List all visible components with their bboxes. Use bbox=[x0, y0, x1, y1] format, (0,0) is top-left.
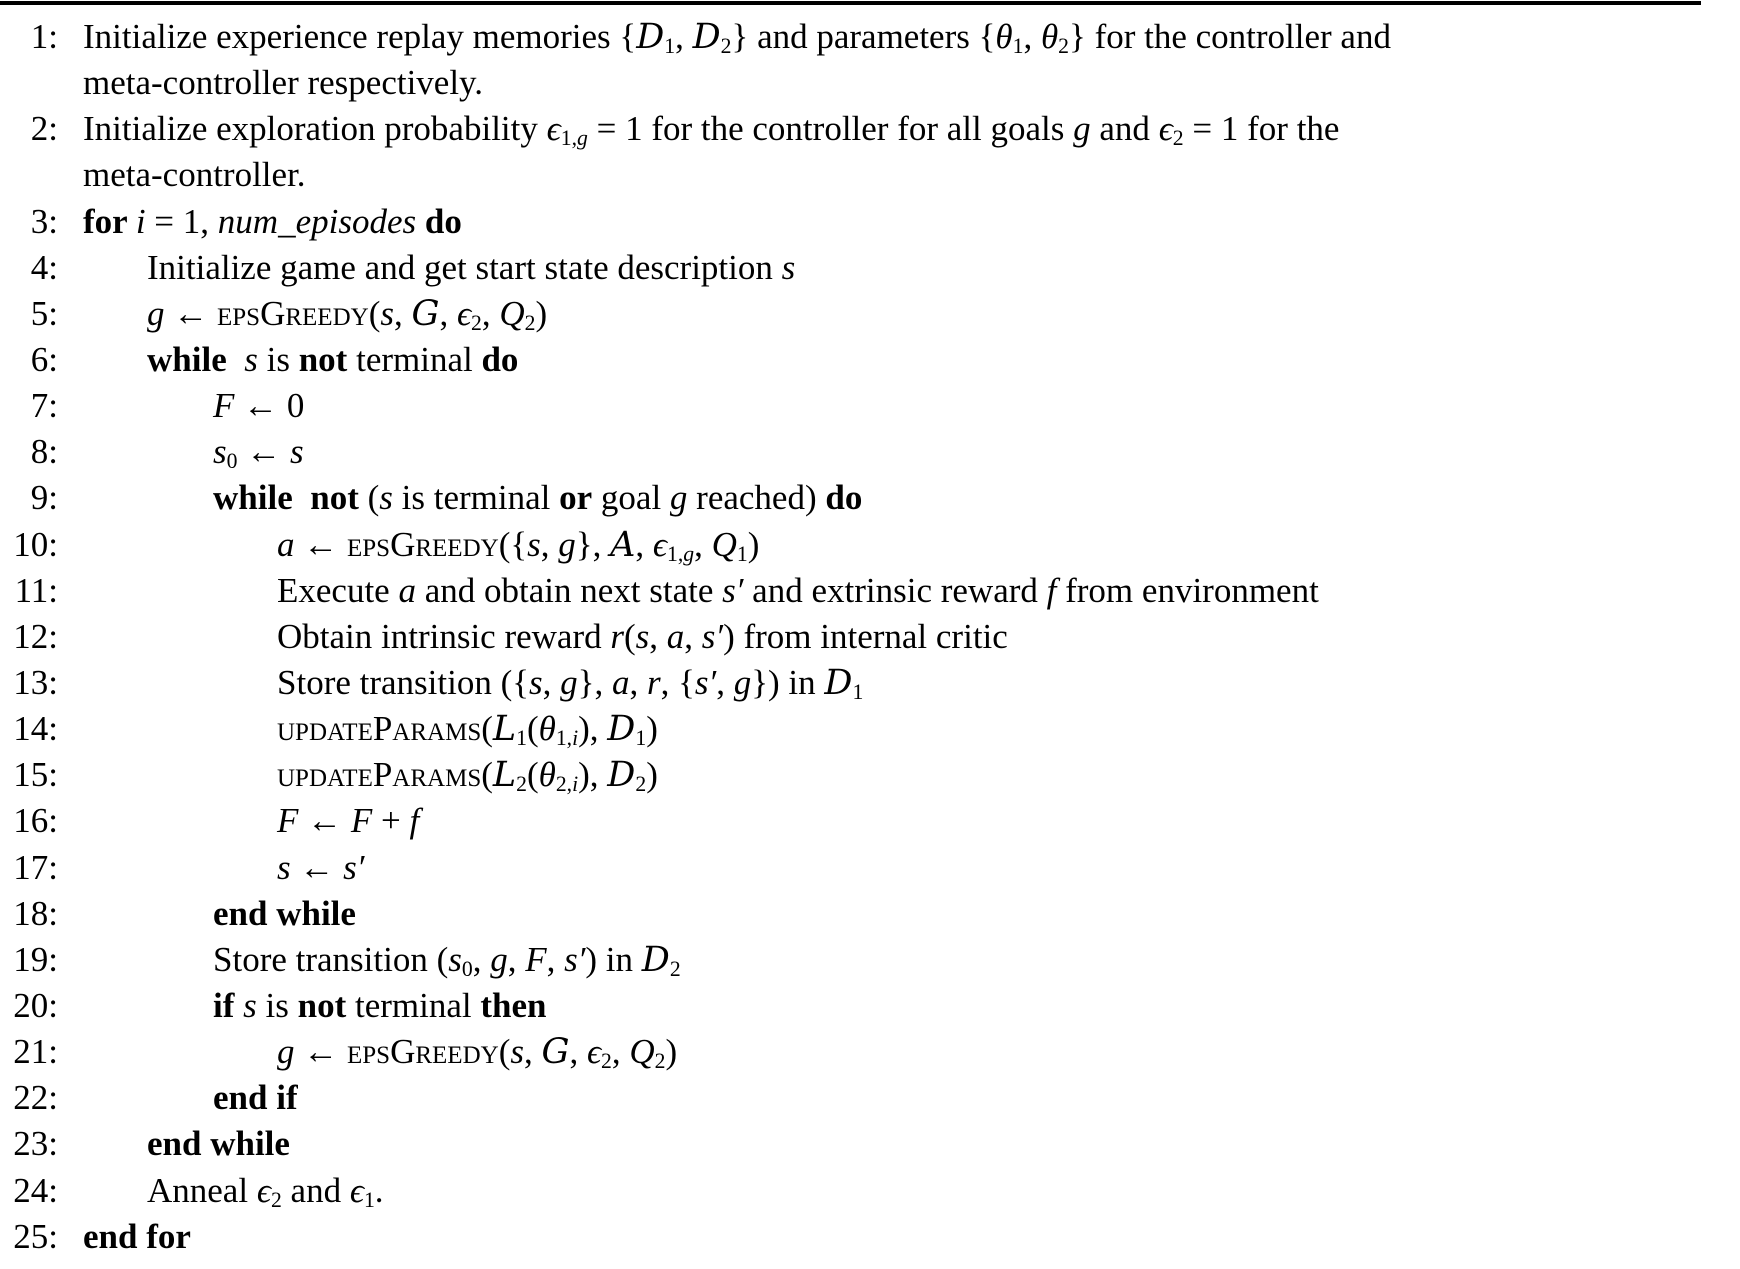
text-segment: θ bbox=[538, 709, 556, 749]
line-content bbox=[83, 14, 1391, 60]
text-segment: f bbox=[409, 801, 420, 841]
text-segment: 0 bbox=[226, 449, 238, 474]
line-content bbox=[277, 660, 863, 706]
line-number: 8: bbox=[30, 432, 58, 472]
text-segment: Q bbox=[629, 1032, 655, 1072]
text-segment: D bbox=[824, 662, 853, 703]
line-number: 5: bbox=[30, 293, 58, 333]
text-segment: 1 bbox=[1012, 33, 1024, 58]
line-number: 9: bbox=[30, 478, 58, 518]
algorithm-body bbox=[0, 5, 1740, 1260]
line-number: 4: bbox=[30, 247, 58, 287]
algorithm-line bbox=[0, 1029, 1740, 1075]
text-segment: terminal bbox=[346, 985, 481, 1025]
text-segment: 2 bbox=[601, 1048, 612, 1073]
line-number: 15: bbox=[13, 755, 58, 795]
text-segment: Q bbox=[499, 293, 525, 333]
text-segment: 1 bbox=[635, 725, 647, 750]
algorithm-line bbox=[0, 706, 1740, 752]
text-segment: s bbox=[510, 1032, 524, 1072]
text-segment: ϵ bbox=[1158, 109, 1173, 149]
text-segment: num_episodes bbox=[217, 201, 417, 241]
line-number: 14: bbox=[13, 709, 58, 749]
text-segment: r bbox=[646, 662, 661, 702]
line-content bbox=[277, 1029, 677, 1075]
text-segment: 2 bbox=[635, 772, 647, 797]
text-segment: , bbox=[542, 662, 561, 702]
text-segment: 2 bbox=[669, 956, 681, 981]
text-segment: i bbox=[572, 772, 579, 797]
line-number: 3: bbox=[30, 201, 58, 241]
text-segment: s bbox=[635, 616, 650, 656]
line-content bbox=[147, 1168, 384, 1214]
line-content bbox=[83, 199, 462, 245]
algorithm-line bbox=[0, 60, 1740, 106]
text-segment: = 1 for the controller for all goals bbox=[587, 109, 1074, 149]
text-segment: s bbox=[289, 432, 304, 472]
text-segment: and obtain next state bbox=[415, 570, 723, 610]
text-segment: , bbox=[611, 1032, 630, 1072]
text-segment: end if bbox=[213, 1078, 298, 1118]
text-segment: A bbox=[610, 524, 636, 565]
text-segment: θ bbox=[995, 17, 1013, 56]
algorithm-line bbox=[0, 568, 1740, 614]
text-segment: Anneal bbox=[147, 1170, 257, 1210]
text-segment: D bbox=[636, 17, 665, 57]
text-segment: g bbox=[577, 126, 588, 151]
text-segment: ), bbox=[578, 755, 608, 795]
text-segment: s′ bbox=[343, 847, 365, 887]
text-segment: epsGreedy bbox=[347, 1032, 499, 1072]
text-segment: epsGreedy bbox=[217, 293, 369, 333]
text-segment: ← bbox=[294, 524, 347, 564]
algorithm-line bbox=[0, 983, 1740, 1029]
text-segment: L bbox=[492, 755, 517, 796]
text-segment: end while bbox=[147, 1124, 290, 1164]
text-segment: = 1, bbox=[145, 201, 218, 241]
text-segment: f bbox=[1046, 570, 1057, 610]
algorithm-line bbox=[0, 937, 1740, 983]
text-segment: , bbox=[629, 662, 647, 702]
algorithm-line bbox=[0, 106, 1740, 152]
text-segment: , bbox=[649, 616, 667, 656]
text-segment: g bbox=[560, 662, 578, 702]
line-number: 18: bbox=[13, 893, 58, 933]
algorithm-line bbox=[0, 245, 1740, 291]
line-content bbox=[147, 291, 547, 337]
text-segment: , bbox=[507, 939, 526, 979]
text-segment: ( bbox=[481, 709, 493, 749]
text-segment: ( bbox=[358, 478, 380, 518]
algorithm-line bbox=[0, 660, 1740, 706]
text-segment: θ bbox=[538, 755, 556, 795]
text-segment: s bbox=[213, 432, 227, 472]
text-segment: s′ bbox=[694, 662, 717, 702]
text-segment: } for the controller and bbox=[1069, 17, 1391, 56]
line-number: 13: bbox=[13, 662, 58, 702]
text-segment: , { bbox=[660, 662, 695, 702]
text-segment: not bbox=[298, 339, 348, 379]
text-segment: }) in bbox=[751, 662, 825, 702]
line-content bbox=[213, 983, 547, 1029]
line-number: 16: bbox=[13, 801, 58, 841]
text-segment: = 1 for the bbox=[1183, 109, 1340, 149]
line-content bbox=[213, 1075, 298, 1121]
text-segment: ← bbox=[237, 432, 290, 472]
line-number: 10: bbox=[13, 524, 58, 564]
text-segment: ) bbox=[646, 709, 658, 749]
algorithm-line bbox=[0, 1121, 1740, 1167]
algorithm-line bbox=[0, 475, 1740, 521]
text-segment: ϵ bbox=[349, 1170, 364, 1210]
line-number: 11: bbox=[14, 570, 58, 610]
text-segment: ϵ bbox=[256, 1170, 271, 1210]
text-segment: , bbox=[540, 524, 559, 564]
line-number: 19: bbox=[13, 939, 58, 979]
algorithm-line bbox=[0, 429, 1740, 475]
text-segment: 2 bbox=[471, 310, 482, 335]
line-number: 25: bbox=[13, 1216, 58, 1256]
text-segment: do bbox=[825, 478, 863, 518]
text-segment: , bbox=[472, 939, 491, 979]
text-segment: ) bbox=[535, 293, 548, 333]
text-segment: ← bbox=[298, 801, 351, 841]
text-segment: s bbox=[277, 847, 291, 887]
text-segment: 1 bbox=[852, 679, 864, 704]
text-segment: D bbox=[607, 755, 636, 796]
text-segment: 2, bbox=[555, 772, 573, 797]
text-segment: 1 bbox=[736, 541, 748, 566]
text-segment: Store transition ( bbox=[213, 939, 449, 979]
text-segment: , bbox=[675, 17, 693, 56]
line-number: 24: bbox=[13, 1170, 58, 1210]
text-segment: and bbox=[281, 1170, 350, 1210]
text-segment: Initialize experience replay memories { bbox=[83, 17, 637, 56]
text-segment: , bbox=[694, 524, 712, 564]
line-content bbox=[213, 383, 304, 429]
algorithm-line bbox=[0, 798, 1740, 844]
text-segment bbox=[235, 340, 244, 379]
text-segment: g bbox=[490, 939, 508, 979]
text-segment: s bbox=[380, 293, 394, 333]
algorithm-line bbox=[0, 522, 1740, 568]
text-segment: g bbox=[147, 293, 165, 333]
algorithm-line bbox=[0, 199, 1740, 245]
line-content bbox=[147, 245, 795, 291]
text-segment: goal bbox=[592, 478, 670, 518]
algorithm-listing bbox=[0, 1, 1740, 1269]
text-segment: s′ bbox=[722, 570, 744, 610]
text-segment: is bbox=[256, 985, 298, 1025]
text-segment: ( bbox=[498, 1032, 511, 1072]
text-segment: , bbox=[569, 1032, 587, 1072]
text-segment: or bbox=[559, 478, 593, 518]
text-segment: D bbox=[692, 17, 721, 57]
text-segment: F bbox=[213, 386, 235, 426]
text-segment: 0 bbox=[461, 956, 473, 981]
text-segment: ({ bbox=[498, 524, 528, 564]
line-content bbox=[277, 706, 658, 752]
text-segment: ← bbox=[164, 293, 217, 333]
algorithm-line bbox=[0, 291, 1740, 337]
text-segment: updateParams bbox=[277, 709, 482, 749]
line-content bbox=[83, 1214, 191, 1260]
text-segment: ( bbox=[368, 293, 381, 333]
text-segment: for bbox=[83, 201, 136, 241]
text-segment: do bbox=[481, 339, 519, 379]
text-segment: 1 bbox=[363, 1187, 375, 1212]
text-segment: ← bbox=[294, 1032, 347, 1072]
line-number: 6: bbox=[30, 339, 58, 379]
text-segment: a bbox=[611, 662, 630, 702]
text-segment: , bbox=[716, 662, 734, 702]
text-segment: 1, bbox=[560, 126, 577, 151]
algorithm-line bbox=[0, 1214, 1740, 1260]
text-segment: 1, bbox=[555, 725, 573, 750]
text-segment: s bbox=[244, 339, 258, 379]
text-segment: ϵ bbox=[586, 1032, 602, 1072]
text-segment: ϵ bbox=[546, 109, 561, 149]
text-segment: ( bbox=[526, 709, 539, 749]
line-content bbox=[213, 475, 862, 521]
text-segment: , bbox=[546, 939, 565, 979]
line-content bbox=[213, 937, 681, 983]
text-segment: s bbox=[529, 662, 543, 702]
text-segment: reached) bbox=[687, 478, 826, 518]
text-segment: Store transition ({ bbox=[277, 662, 530, 702]
algorithm-line bbox=[0, 14, 1740, 60]
text-segment: 2 bbox=[1172, 126, 1184, 151]
text-segment: ) in bbox=[585, 939, 642, 979]
line-number: 17: bbox=[13, 847, 58, 887]
text-segment: while bbox=[147, 339, 236, 379]
text-segment: updateParams bbox=[277, 755, 482, 795]
line-content bbox=[277, 614, 1008, 660]
text-segment: 2 bbox=[1058, 33, 1070, 58]
text-segment: }, bbox=[577, 662, 612, 702]
text-segment: do bbox=[416, 201, 462, 241]
text-segment: , bbox=[635, 524, 653, 564]
line-content bbox=[83, 152, 306, 198]
algorithm-line bbox=[0, 845, 1740, 891]
text-segment: } and parameters { bbox=[731, 17, 996, 56]
line-number: 20: bbox=[13, 985, 58, 1025]
text-segment: ( bbox=[481, 755, 493, 795]
text-segment: ) bbox=[665, 1032, 678, 1072]
text-segment: a bbox=[666, 616, 685, 656]
line-content bbox=[277, 845, 364, 891]
line-number: 21: bbox=[13, 1032, 58, 1072]
text-segment: ← bbox=[290, 847, 344, 887]
line-content bbox=[277, 522, 759, 568]
text-segment: Execute bbox=[277, 570, 399, 610]
text-segment: 1, bbox=[666, 541, 684, 566]
text-segment: is terminal bbox=[392, 478, 560, 518]
text-segment: ( bbox=[624, 616, 636, 656]
text-segment: and bbox=[1090, 109, 1159, 149]
text-segment: D bbox=[641, 939, 670, 980]
text-segment: F bbox=[350, 801, 373, 841]
text-segment: s bbox=[781, 247, 796, 287]
text-segment bbox=[301, 478, 310, 517]
text-segment: end for bbox=[83, 1216, 191, 1256]
line-content bbox=[83, 60, 483, 106]
algorithm-line bbox=[0, 1168, 1740, 1214]
line-content bbox=[277, 568, 1319, 614]
text-segment: ← 0 bbox=[234, 386, 305, 426]
text-segment: s bbox=[448, 939, 462, 979]
text-segment: ) from internal critic bbox=[723, 616, 1008, 656]
text-segment: g bbox=[558, 524, 576, 564]
text-segment: ϵ bbox=[652, 524, 667, 564]
text-segment: meta-controller. bbox=[83, 155, 306, 195]
text-segment: Initialize exploration probability bbox=[83, 109, 547, 149]
line-number: 2: bbox=[30, 109, 58, 149]
line-content bbox=[83, 106, 1339, 152]
algorithm-line bbox=[0, 1075, 1740, 1121]
text-segment: Obtain intrinsic reward bbox=[277, 616, 611, 656]
text-segment: and extrinsic reward bbox=[743, 570, 1047, 610]
text-segment: }, bbox=[575, 524, 611, 564]
text-segment: g bbox=[277, 1032, 295, 1072]
text-segment: L bbox=[492, 709, 517, 750]
text-segment: i bbox=[135, 201, 146, 241]
line-number: 1: bbox=[30, 17, 58, 56]
algorithm-line bbox=[0, 383, 1740, 429]
text-segment: , bbox=[481, 293, 500, 333]
text-segment: g bbox=[683, 541, 695, 566]
text-segment: i bbox=[572, 725, 579, 750]
algorithm-line bbox=[0, 337, 1740, 383]
text-segment: , bbox=[684, 616, 702, 656]
line-number: 22: bbox=[13, 1078, 58, 1118]
algorithm-line bbox=[0, 891, 1740, 937]
text-segment: θ bbox=[1040, 17, 1059, 56]
text-segment: F bbox=[277, 801, 299, 841]
line-content bbox=[213, 429, 304, 475]
line-content bbox=[213, 891, 356, 937]
text-segment: not bbox=[297, 985, 347, 1025]
text-segment: + bbox=[372, 801, 410, 841]
text-segment: r bbox=[610, 616, 624, 656]
text-segment: 2 bbox=[516, 772, 527, 797]
text-segment: , bbox=[1023, 17, 1041, 56]
text-segment: meta-controller respectively. bbox=[83, 63, 484, 103]
text-segment: Initialize game and get start state description bbox=[147, 247, 782, 287]
text-segment: a bbox=[398, 570, 416, 610]
text-segment: terminal bbox=[347, 339, 482, 379]
text-segment: from environment bbox=[1056, 570, 1319, 610]
text-segment: g bbox=[669, 478, 688, 518]
text-segment: , bbox=[523, 1032, 542, 1072]
text-segment: s bbox=[243, 985, 257, 1025]
line-number: 23: bbox=[13, 1124, 58, 1164]
line-content bbox=[147, 1121, 290, 1167]
line-content bbox=[277, 798, 419, 844]
text-segment: 2 bbox=[524, 310, 536, 335]
text-segment: G bbox=[411, 293, 440, 334]
text-segment: , bbox=[439, 293, 457, 333]
line-number: 12: bbox=[13, 616, 58, 656]
algorithm-line bbox=[0, 614, 1740, 660]
text-segment: ) bbox=[646, 755, 658, 795]
text-segment: s bbox=[527, 524, 541, 564]
text-segment: g bbox=[1073, 109, 1091, 149]
text-segment: s′ bbox=[564, 939, 586, 979]
text-segment: then bbox=[480, 985, 547, 1025]
line-content bbox=[147, 337, 518, 383]
text-segment: ), bbox=[578, 709, 608, 749]
text-segment: g bbox=[733, 662, 752, 702]
text-segment: not bbox=[310, 478, 359, 518]
text-segment: epsGreedy bbox=[347, 524, 499, 564]
text-segment: D bbox=[607, 709, 636, 750]
line-number: 7: bbox=[30, 386, 58, 426]
text-segment: while bbox=[213, 478, 302, 518]
text-segment: 2 bbox=[654, 1048, 666, 1073]
text-segment: ϵ bbox=[456, 293, 472, 333]
text-segment: . bbox=[374, 1170, 384, 1210]
text-segment: F bbox=[525, 939, 547, 979]
text-segment: s′ bbox=[701, 616, 724, 656]
text-segment: , bbox=[393, 293, 412, 333]
text-segment: is bbox=[257, 339, 299, 379]
line-content bbox=[277, 752, 658, 798]
text-segment: Q bbox=[711, 524, 737, 564]
text-segment: 2 bbox=[720, 33, 732, 58]
text-segment: ) bbox=[747, 524, 760, 564]
text-segment: end while bbox=[213, 893, 356, 933]
text-segment: s bbox=[379, 478, 393, 518]
algorithm-line bbox=[0, 752, 1740, 798]
text-segment: 1 bbox=[516, 725, 527, 750]
text-segment: 2 bbox=[270, 1187, 282, 1212]
text-segment: if bbox=[213, 985, 244, 1025]
text-segment: a bbox=[277, 524, 295, 564]
text-segment: ( bbox=[526, 755, 539, 795]
text-segment: 1 bbox=[664, 33, 676, 58]
text-segment: G bbox=[541, 1032, 570, 1073]
algorithm-line bbox=[0, 152, 1740, 198]
